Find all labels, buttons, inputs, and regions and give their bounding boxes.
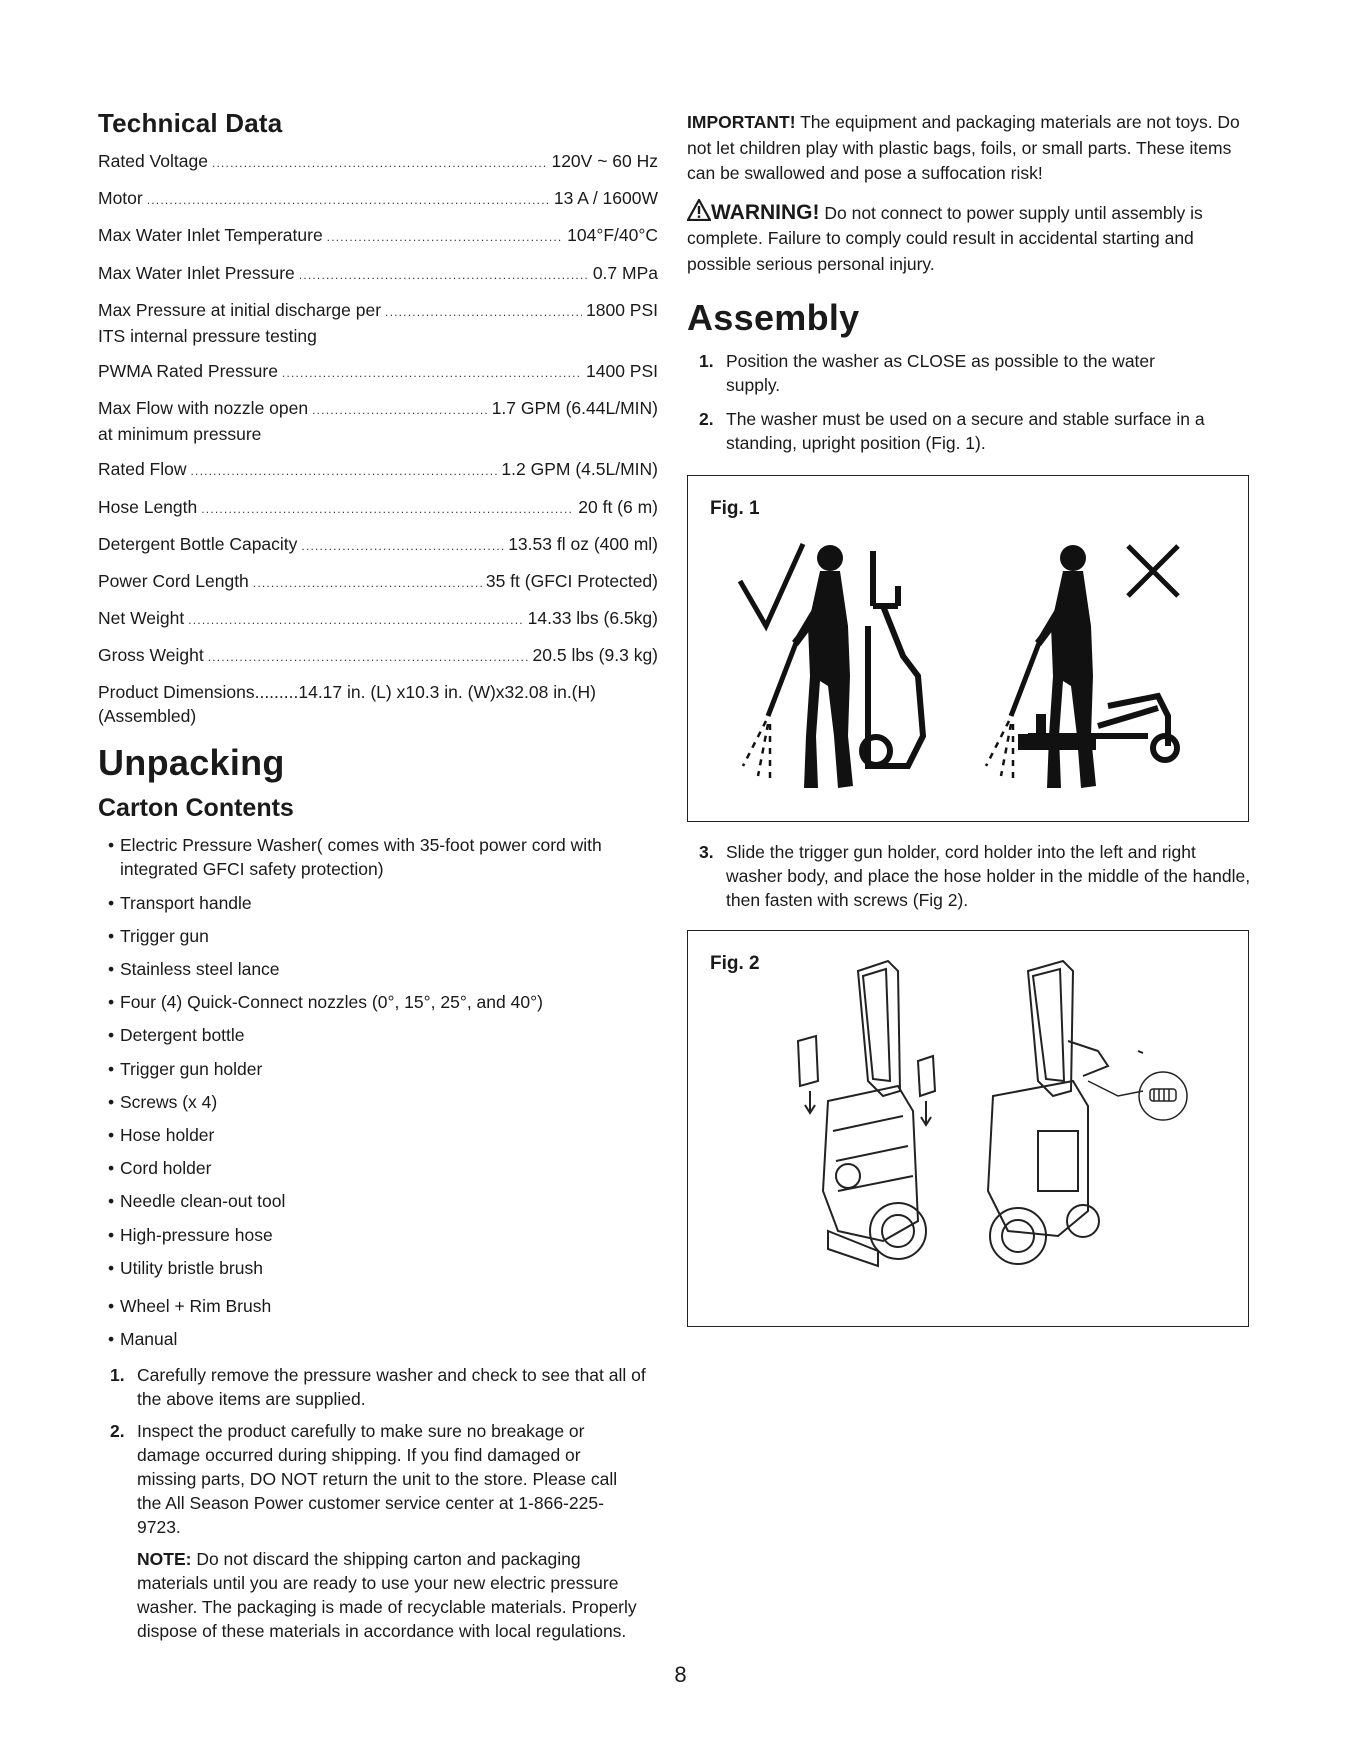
dimensions-line: (Assembled) [98, 706, 197, 727]
list-item: • Cord holder [108, 1156, 658, 1180]
spec-row [98, 149, 658, 175]
unpacking-heading: Unpacking [98, 742, 285, 784]
right-column [687, 110, 1257, 1327]
step-text: Inspect the product carefully to make sure no breakage or damage occurred during shipping. If you find damaged or missing parts, DO NOT return the unit to the store. Please call the All Season Power customer service center at 1-866-225-9723. [137, 1420, 618, 1537]
leader-dots [188, 608, 523, 632]
spec-value: 1.2 GPM (4.5L/MIN) [501, 459, 658, 480]
spec-value: 1400 PSI [586, 360, 658, 381]
step-text: Slide the trigger gun holder, cord holder into the left and right washer body, and place the hose holder in the middle of the handle, then fasten with screws (Fig 2). [726, 842, 1251, 910]
spec-row [98, 359, 658, 385]
spec-value: 0.7 MPa [592, 262, 658, 283]
figure-2 [687, 930, 1249, 1327]
spec-row [98, 261, 658, 287]
figure-1 [687, 475, 1249, 822]
spec-row [98, 223, 658, 249]
assembly-steps-b [687, 840, 1257, 912]
leader-dots [299, 263, 589, 287]
spec-value: 20.5 lbs (9.3 kg) [532, 645, 658, 666]
step-number: 2. [110, 1420, 125, 1441]
spec-value: 13 A / 1600W [553, 188, 658, 209]
check-icon [740, 544, 803, 626]
step-number: 3. [699, 842, 714, 862]
spec-label: Gross Weight [98, 645, 204, 666]
spec-label: Max Water Inlet Pressure [98, 262, 295, 283]
arrow-icon [805, 1091, 815, 1113]
important-paragraph [687, 110, 1257, 187]
warning-text: Do not connect to power supply until assembly is complete. Failure to comply could result in accidental starting and possible serious personal injury. [687, 202, 1203, 274]
technical-data-heading: Technical Data [98, 108, 283, 138]
step-item [98, 1363, 658, 1411]
spec-value: 35 ft (GFCI Protected) [485, 570, 658, 591]
spec-row [98, 495, 658, 521]
spec-row [98, 569, 658, 595]
spec-label: Motor [98, 188, 143, 209]
list-item: • Utility bristle brush [108, 1256, 658, 1280]
washer-front-view [823, 961, 926, 1266]
leader-dots [301, 534, 504, 558]
list-item: • High-pressure hose [108, 1223, 658, 1247]
list-item: • Needle clean-out tool [108, 1189, 658, 1213]
list-item: • Electric Pressure Washer( comes with 35-foot power cord with integrated GFCI safety protection) [108, 833, 658, 881]
dimensions-line: Product Dimensions.........14.17 in. (L) x10.3 in. (W)x32.08 in.(H) [98, 682, 596, 703]
spec-label: Detergent Bottle Capacity [98, 533, 298, 554]
arrow-icon [921, 1101, 931, 1125]
leader-dots [201, 497, 574, 521]
spray-lines [743, 721, 770, 781]
spec-continuation: ITS internal pressure testing [98, 325, 317, 346]
leader-dots [312, 398, 488, 422]
leader-dots [385, 300, 582, 324]
step-item [687, 840, 1257, 912]
list-item: • Transport handle [108, 891, 658, 915]
list-item: • Trigger gun [108, 924, 658, 948]
unpacking-steps [98, 1363, 658, 1539]
spec-row [98, 643, 658, 669]
spec-label: Hose Length [98, 496, 198, 517]
carton-contents-list [98, 833, 658, 1350]
leader-dots [147, 188, 550, 212]
note-paragraph [137, 1547, 658, 1643]
warning-icon [687, 199, 711, 221]
spec-value: 13.53 fl oz (400 ml) [508, 533, 658, 554]
spec-row [98, 532, 658, 558]
spec-label: Max Water Inlet Temperature [98, 225, 323, 246]
spec-value: 1.7 GPM (6.44L/MIN) [491, 398, 658, 419]
washer-upright [862, 551, 923, 766]
important-label: IMPORTANT! [687, 112, 796, 132]
spec-label: Rated Flow [98, 459, 187, 480]
page-number: 8 [674, 1662, 687, 1687]
spec-value: 120V ~ 60 Hz [551, 151, 658, 171]
spec-label: Power Cord Length [98, 570, 249, 591]
note-text: Do not discard the shipping carton and packaging materials until you are ready to use your new electric pressure washer. The packaging is made of recyclable materials. Properly dispose of these materials in accordance with local regulations. [137, 1548, 637, 1641]
list-item: • Trigger gun holder [108, 1057, 658, 1081]
list-item: • Detergent bottle [108, 1023, 658, 1047]
leader-dots [282, 361, 582, 385]
screw-icon [1150, 1089, 1176, 1101]
person-figure [792, 545, 853, 788]
step-number: 1. [110, 1364, 125, 1385]
spec-continuation: at minimum pressure [98, 424, 262, 445]
warning-label: WARNING! [711, 200, 820, 224]
list-item: • Four (4) Quick-Connect nozzles (0°, 15°, 25°, and 40°) [108, 990, 658, 1014]
leader-dots [253, 571, 482, 595]
carton-contents-heading: Carton Contents [98, 794, 294, 823]
spec-row [98, 606, 658, 632]
list-item: • Wheel + Rim Brush [108, 1294, 658, 1318]
leader-dots [212, 151, 548, 175]
spec-list [98, 149, 658, 728]
note-label: NOTE: [137, 1548, 192, 1569]
spec-label: Rated Voltage [98, 151, 208, 171]
leader-dots [327, 225, 563, 249]
step-text: The washer must be used on a secure and stable surface in a standing, upright position (Fig. 1). [726, 409, 1205, 453]
spec-label: Max Flow with nozzle open [98, 398, 309, 419]
list-item: • Hose holder [108, 1123, 658, 1147]
figure-label: Fig. 1 [710, 498, 760, 519]
list-item: • Screws (x 4) [108, 1090, 658, 1114]
spec-row [98, 298, 658, 348]
step-item [687, 407, 1257, 455]
step-item [98, 1419, 658, 1539]
list-item: • Manual [108, 1327, 658, 1351]
upright-position-illustration [688, 476, 1248, 821]
leader-line [1088, 1081, 1143, 1096]
spec-value: 14.33 lbs (6.5kg) [527, 608, 658, 629]
spec-label: PWMA Rated Pressure [98, 360, 278, 381]
spec-label: Max Pressure at initial discharge per [98, 299, 382, 320]
holder-installation-illustration [688, 931, 1248, 1326]
list-item: • Stainless steel lance [108, 957, 658, 981]
spec-value: 1800 PSI [586, 299, 658, 320]
leader-dots [191, 459, 498, 483]
spray-lines [986, 721, 1013, 781]
person-figure [1035, 545, 1096, 788]
important-text: The equipment and packaging materials are not toys. Do not let children play with plastic bags, foils, or small parts. These items can be swallowed and pose a suffocation risk! [687, 112, 1240, 183]
step-text: Carefully remove the pressure washer and check to see that all of the above items are supplied. [137, 1364, 646, 1409]
spec-row [98, 396, 658, 446]
step-item [687, 349, 1257, 397]
close-icon [1128, 546, 1178, 596]
spec-label: Net Weight [98, 608, 185, 629]
warning-paragraph [687, 199, 1257, 278]
assembly-steps-a [687, 349, 1257, 455]
assembly-heading: Assembly [687, 297, 860, 338]
step-number: 2. [699, 409, 714, 429]
figure-label: Fig. 2 [710, 953, 760, 974]
spec-value: 104°F/40°C [567, 225, 658, 246]
spec-value: 20 ft (6 m) [578, 496, 658, 517]
step-number: 1. [699, 351, 714, 371]
product-dimensions [98, 680, 658, 728]
left-column [98, 108, 658, 1643]
step-text: Position the washer as CLOSE as possible to the water supply. [726, 351, 1155, 395]
leader-dots [208, 645, 529, 669]
spec-row [98, 186, 658, 212]
spec-row [98, 457, 658, 483]
washer-back-view [988, 961, 1108, 1264]
